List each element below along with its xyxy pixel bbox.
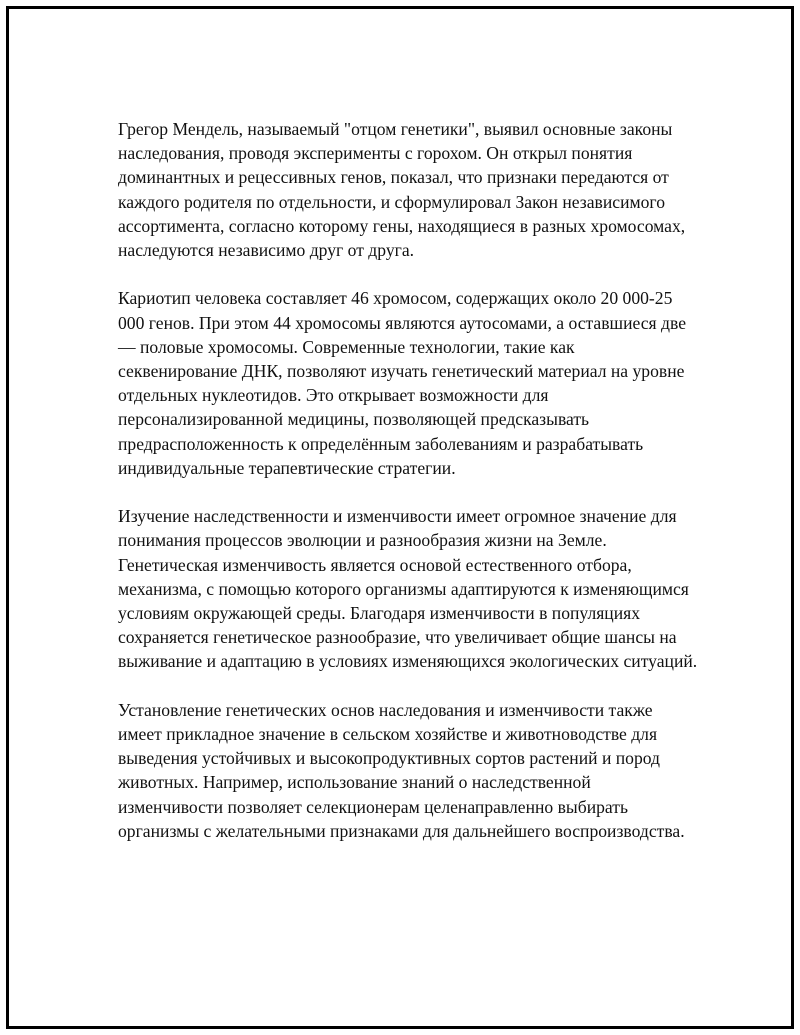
- paragraph-variability: Изучение наследственности и изменчивости имеет огромное значение для понимания процессов эволюции и разнообразия жизни на Земле. Генетическая изменчивость является основой естественного отбора, механизма, с помощью которого организмы адаптируются к изменяющимся условиям окружающей среды. Благодаря изменчивости в популяциях сохраняется генетическое разнообразие, что увеличивает общие шансы на выживание и адаптацию в условиях изменяющихся экологических ситуаций.: [118, 506, 698, 672]
- document-body: [118, 117, 698, 843]
- paragraph-karyotype: Кариотип человека составляет 46 хромосом, содержащих около 20 000-25 000 генов. При этом 44 хромосомы являются аутосомами, а оставшиеся две — половые хромосомы. Современные технологии, такие как секвенирование ДНК, позволяют изучать генетический материал на уровне отдельных нуклеотидов. Это открывает возможности для персонализированной медицины, позволяющей предсказывать предрасположенность к определённым заболеваниям и разрабатывать индивидуальные терапевтические стратегии.: [118, 288, 686, 478]
- paragraph-mendel: Грегор Мендель, называемый "отцом генетики", выявил основные законы наследования, проводя эксперименты с горохом. Он открыл понятия доминантных и рецессивных генов, показал, что признаки передаются от каждого родителя по отдельности, и сформулировал Закон независимого ассортимента, согласно которому гены, находящиеся в разных хромосомах, наследуются независимо друг от друга.: [118, 119, 686, 261]
- paragraph-applications: Установление генетических основ наследования и изменчивости также имеет прикладное значение в сельском хозяйстве и животноводстве для выведения устойчивых и высокопродуктивных сортов растений и пород животных. Например, использование знаний о наследственной изменчивости позволяет селекционерам целенаправленно выбирать организмы с желательными признаками для дальнейшего воспроизводства.: [118, 699, 685, 841]
